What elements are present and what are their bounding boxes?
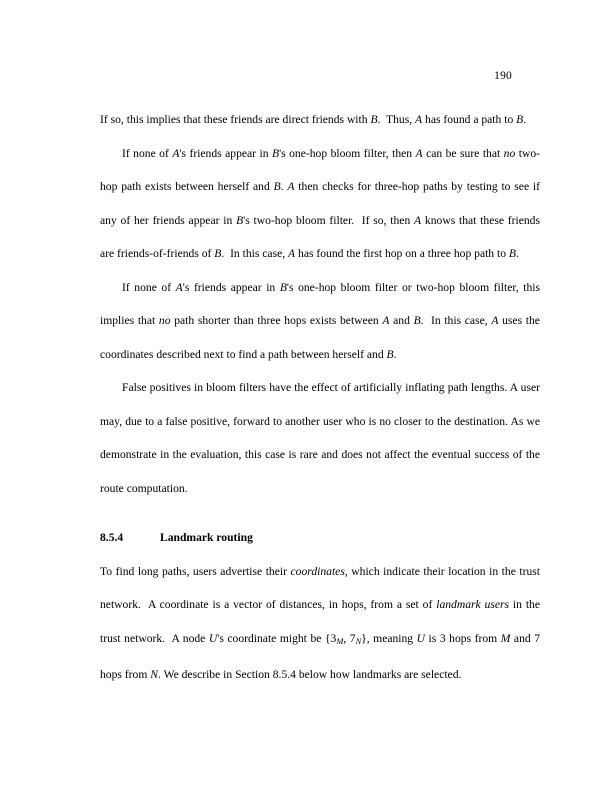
paragraph-4: False positives in bloom filters have the effect of artificially inflating path lengths. A user may, due to a false positive, forward to another user who is no closer to the destination. As we demonstrate in the evaluation, this case is rare and does not affect the eventual success of the route computation.	[100, 381, 540, 495]
page-content	[100, 103, 540, 691]
paragraph-2: If none of A's friends appear in B's one-hop bloom filter, then A can be sure that no two-hop path exists between herself and B. A then checks for three-hop paths by testing to see if any of her friends appear in B's two-hop bloom filter. If so, then A knows that these friends are friends-of-friends of B. In this case, A has found the first hop on a three hop path to B.	[100, 146, 540, 260]
section-heading	[100, 505, 540, 555]
paragraph-1: If so, this implies that these friends are direct friends with B. Thus, A has found a path to B.	[100, 113, 527, 126]
page-number: 190	[494, 70, 512, 82]
paragraph-3: If none of A's friends appear in B's one-hop bloom filter or two-hop bloom filter, this implies that no path shorter than three hops exists between A and B. In this case, A uses the coordinates described next to find a path between herself and B.	[100, 280, 540, 361]
section-title: Landmark routing	[160, 531, 253, 544]
section-number: 8.5.4	[100, 531, 124, 544]
paragraph-5: To find long paths, users advertise their coordinates, which indicate their location in the trust network. A coordinate is a vector of distances, in hops, from a set of landmark users in the trust network. A node U's coordinate might be {3M, 7N}, meaning U is 3 hops from M and 7 hops from N. We describe in Section 8.5.4 below how landmarks are selected.	[100, 564, 541, 681]
